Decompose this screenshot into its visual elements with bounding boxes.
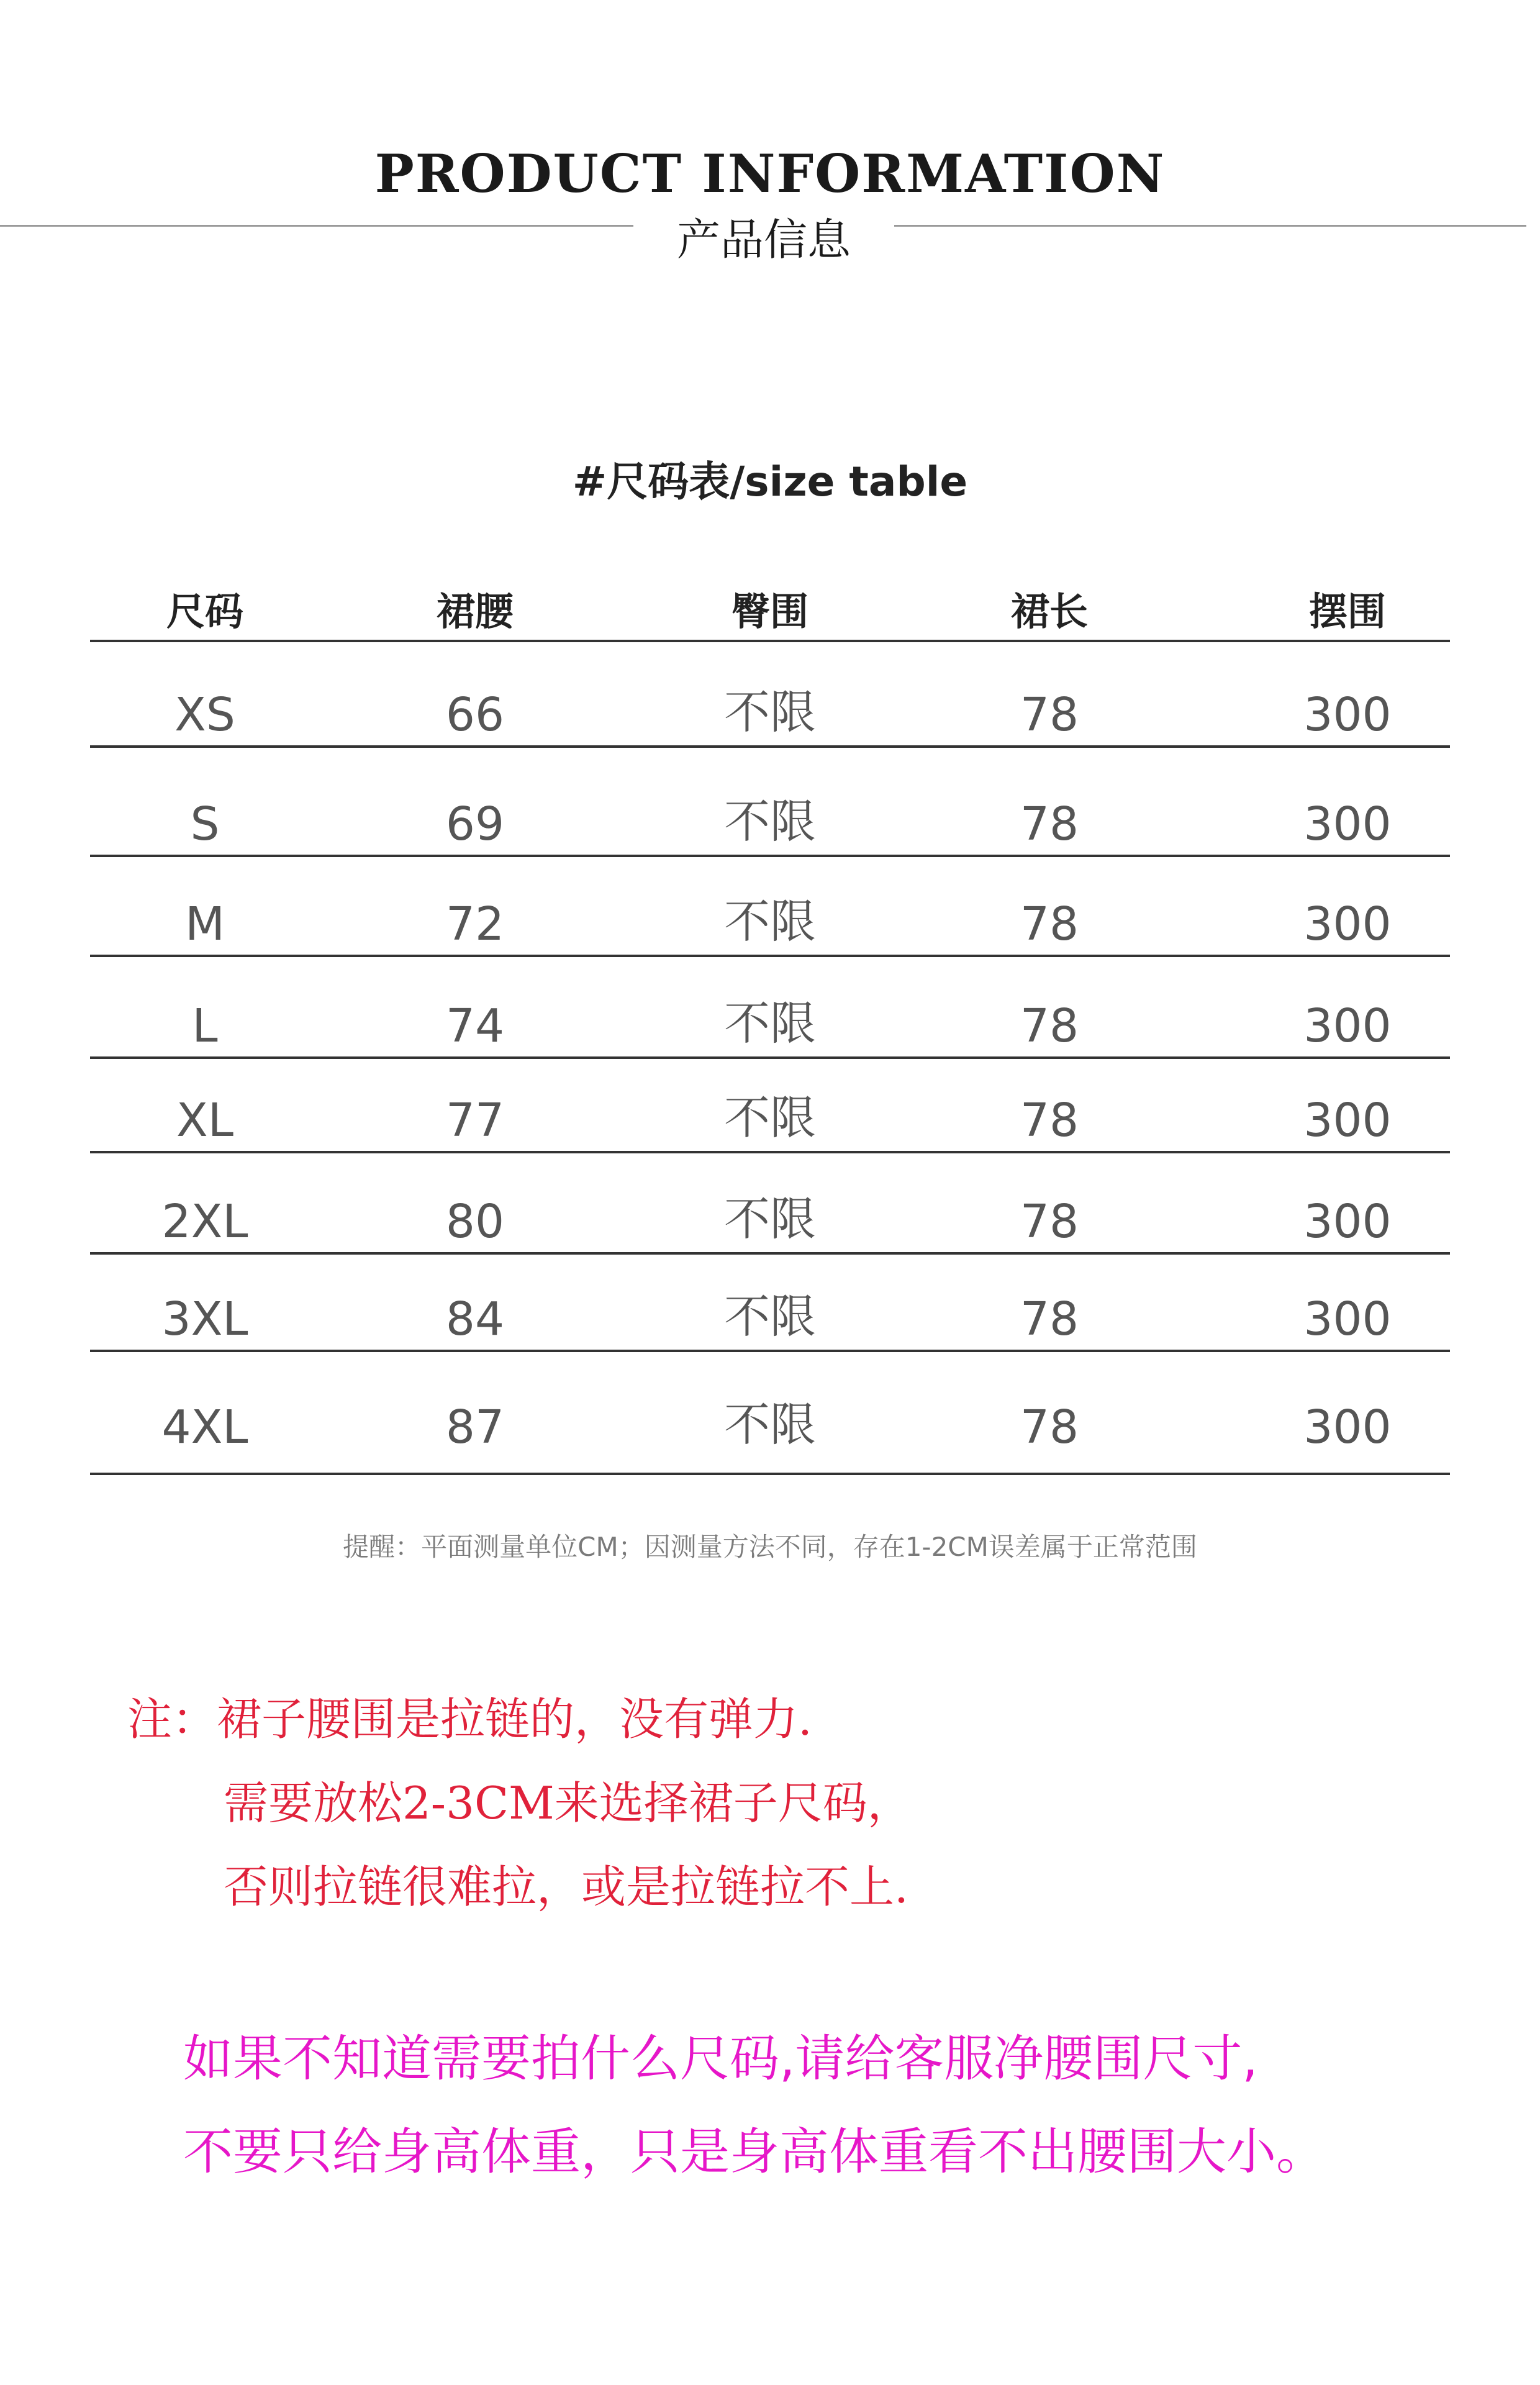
- cell-size: L: [192, 999, 218, 1053]
- cell-hem: 300: [1303, 897, 1392, 951]
- cell-length: 78: [1020, 897, 1079, 951]
- cell-size: M: [185, 897, 225, 951]
- cell-length: 78: [1020, 797, 1079, 851]
- size-advice-line-2: 不要只给身高体重，只是身高体重看不出腰围大小。: [183, 2123, 1326, 2181]
- size-advice-line-1: 如果不知道需要拍什么尺码,请给客服净腰围尺寸,: [183, 2030, 1258, 2087]
- cell-size: 4XL: [161, 1401, 248, 1454]
- cell-waist: 72: [445, 897, 505, 951]
- cell-length: 78: [1020, 999, 1079, 1053]
- cell-waist: 80: [445, 1195, 505, 1248]
- cell-hip: 不限: [724, 1290, 816, 1343]
- cell-hip: 不限: [724, 895, 816, 948]
- size-table: [90, 584, 1450, 1475]
- zipper-note-line-3: 否则拉链很难拉，或是拉链拉不上.: [224, 1861, 908, 1913]
- table-row: [90, 957, 1450, 1059]
- column-header-size: 尺码: [166, 589, 243, 634]
- cell-hem: 300: [1303, 688, 1392, 742]
- cell-size: 3XL: [161, 1292, 248, 1346]
- table-row: [90, 642, 1450, 748]
- column-header-hip: 臀围: [731, 589, 808, 634]
- cell-length: 78: [1020, 1195, 1079, 1248]
- table-row: [90, 1153, 1450, 1255]
- measurement-reminder: 提醒：平面测量单位CM；因测量方法不同，存在1-2CM误差属于正常范围: [343, 1532, 1197, 1562]
- zipper-note-line-1: 注：裙子腰围是拉链的，没有弹力.: [127, 1693, 812, 1745]
- cell-size: XL: [176, 1094, 233, 1147]
- cell-waist: 66: [445, 688, 505, 742]
- cell-size: S: [190, 797, 220, 851]
- cell-waist: 84: [445, 1292, 505, 1346]
- page-title: PRODUCT INFORMATION: [374, 143, 1166, 204]
- cell-size: XS: [174, 688, 235, 742]
- table-row: [90, 1255, 1450, 1352]
- column-header-waist: 裙腰: [436, 589, 514, 634]
- column-header-hem: 摆围: [1308, 589, 1386, 634]
- cell-hip: 不限: [724, 686, 816, 739]
- header-divider-left: [0, 225, 633, 227]
- size-table-title: #尺码表/size table: [572, 458, 968, 506]
- cell-waist: 69: [445, 797, 505, 851]
- cell-hip: 不限: [724, 997, 816, 1050]
- cell-waist: 77: [445, 1094, 505, 1147]
- cell-hem: 300: [1303, 1195, 1392, 1248]
- cell-hem: 300: [1303, 999, 1392, 1053]
- column-header-length: 裙长: [1010, 589, 1088, 634]
- cell-hip: 不限: [724, 1398, 816, 1451]
- cell-hip: 不限: [724, 795, 816, 848]
- cell-hem: 300: [1303, 797, 1392, 851]
- table-header-row: [90, 584, 1450, 642]
- header-divider-right: [894, 225, 1526, 227]
- cell-waist: 87: [445, 1401, 505, 1454]
- cell-length: 78: [1020, 1292, 1079, 1346]
- cell-length: 78: [1020, 1094, 1079, 1147]
- cell-length: 78: [1020, 1401, 1079, 1454]
- table-row: [90, 1352, 1450, 1475]
- cell-hip: 不限: [724, 1091, 816, 1145]
- cell-length: 78: [1020, 688, 1079, 742]
- cell-waist: 74: [445, 999, 505, 1053]
- cell-size: 2XL: [161, 1195, 248, 1248]
- cell-hem: 300: [1303, 1094, 1392, 1147]
- table-row: [90, 1059, 1450, 1153]
- cell-hem: 300: [1303, 1292, 1392, 1346]
- cell-hip: 不限: [724, 1192, 816, 1246]
- table-row: [90, 857, 1450, 957]
- page-subtitle: 产品信息: [677, 214, 851, 265]
- cell-hem: 300: [1303, 1401, 1392, 1454]
- table-row: [90, 748, 1450, 857]
- zipper-note-line-2: 需要放松2-3CM来选择裙子尺码，: [224, 1777, 912, 1829]
